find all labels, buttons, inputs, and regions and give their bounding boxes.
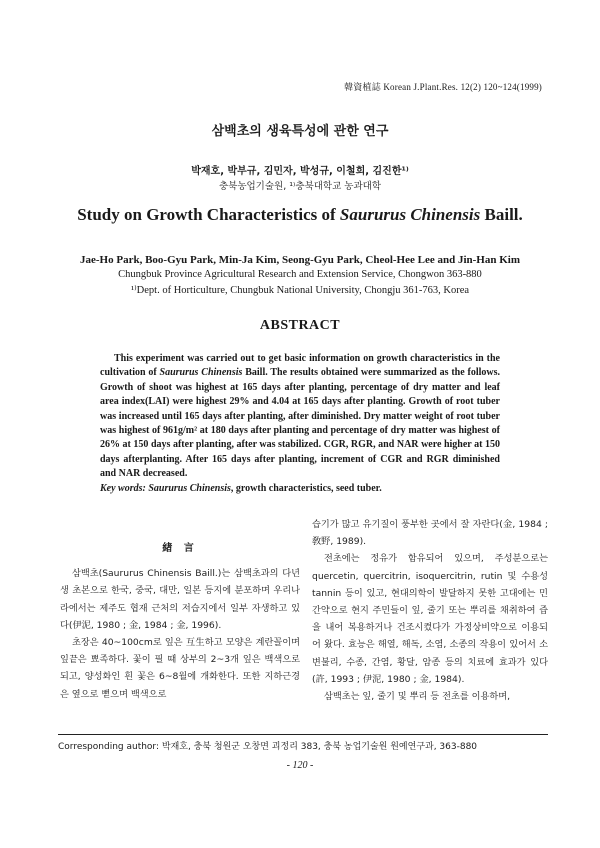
right-column [312,516,548,705]
keywords-label: Key words: Saururus Chinensis [100,483,231,494]
keywords [100,483,520,494]
abstract-heading: ABSTRACT [259,318,341,333]
korean-title: 삼백초의 생육특성에 관한 연구 [211,124,389,139]
footnote-rule [58,734,548,735]
english-title-species: Saururus Chinensis [339,205,481,224]
abstract-text-2: Baill. The results obtained were summarized as the follows. Growth of shoot was highest at 165 days after planting, percentage of dry matter and leaf area index(LAI) were highest 29% and 4.04 at 165 days after planting. Growth of root tuber was increased until 165 days after planting, after diminished. Dry matter weight of root tuber was highest of 961g/m² at 180 days after planting and percentage of dry matter was highest of 26% at 150 days after planting, after was stabilized. CGR, RGR, and NAR were higher at 150 days afterplanting. After 165 days after planting, increment of CGR and RGR diminished and NAR decreased. [100,367,500,480]
english-affiliation-1: Chungbuk Province Agricultural Research and Extension Service, Chongwon 363-880 [118,269,482,280]
keywords-rest: , growth characteristics, seed tuber. [230,483,382,494]
right-paragraph-0: 습기가 많고 유기질이 풍부한 곳에서 잘 자란다(金, 1984 ; 敎野, 1989). [312,519,548,548]
abstract-text-1: This experiment was carried out to get basic information on growth characteristics in the cultivation of [100,353,500,379]
korean-affiliation: 충북농업기술원, ¹⁾충북대학교 농과대학 [218,181,382,192]
section-heading-introduction: 緖 言 [162,543,198,554]
abstract-body [100,352,500,482]
english-affiliation-2: ¹⁾Dept. of Horticulture, Chungbuk National University, Chongju 361-763, Korea [130,285,470,296]
english-title [0,205,600,225]
english-title-post: Baill. [480,205,523,224]
english-authors: Jae-Ho Park, Boo-Gyu Park, Min-Ja Kim, Seong-Gyu Park, Cheol-Hee Lee and Jin-Han Kim [80,254,520,266]
page-number: - 120 - [286,760,314,771]
journal-header: 韓資植誌 Korean J.Plant.Res. 12(2) 120~124(1999) [344,82,542,92]
left-column [60,540,300,703]
corresponding-author: Corresponding author: 박재호, 충북 청원군 오창면 괴정리 383, 충북 농업기술원 원예연구과, 363-880 [58,742,478,752]
korean-authors: 박재호, 박부규, 김민자, 박성규, 이철희, 김진한¹⁾ [191,166,409,177]
left-paragraph-2: 초장은 40~100cm로 잎은 互生하고 모양은 계란꼴이며 잎끝은 뾰족하다. 꽃이 필 때 상부의 2~3개 잎은 백색으로 되고, 양성화인 흰 꽃은 6~8월에 개화한다. 또한 지하근경은 옆으로 뻗으며 백색으로 [60,637,300,700]
right-paragraph-1: 전초에는 정유가 함유되어 있으며, 주성분으로는 quercetin, quercitrin, isoquercitrin, rutin 및 수용성 tannin 등이 있고, 현대의학이 발달하지 못한 고대에는 민간약으로 현지 주민들이 잎, 줄기 또는 뿌리를 채취하여 즙을 내어 복용하거나 건조시켰다가 가정상비약으로 이용되어 왔다. 효능은 해열, 해독, 소염, 소종의 작용이 있어서 소변불리, 수종, 간염, 황달, 암종 등의 치료에 효과가 있다(許, 1993 ; 伊泥, 1980 ; 金, 1984). [312,553,548,685]
left-paragraph-1: 삼백초(Saururus Chinensis Baill.)는 삼백초과의 다년생 초본으로 한국, 중국, 대만, 일본 등지에 분포하며 우리나라에서는 제주도 협재 근처의 저습지에서 일부 자생하고 있다(伊泥, 1980 ; 金, 1984 ; 金, 1996). [60,568,300,631]
english-title-pre: Study on Growth Characteristics of [77,205,340,224]
abstract-species: Saururus Chinensis [159,367,243,379]
right-paragraph-2: 삼백초는 잎, 줄기 및 뿌리 등 전초를 이용하며, [324,691,511,703]
